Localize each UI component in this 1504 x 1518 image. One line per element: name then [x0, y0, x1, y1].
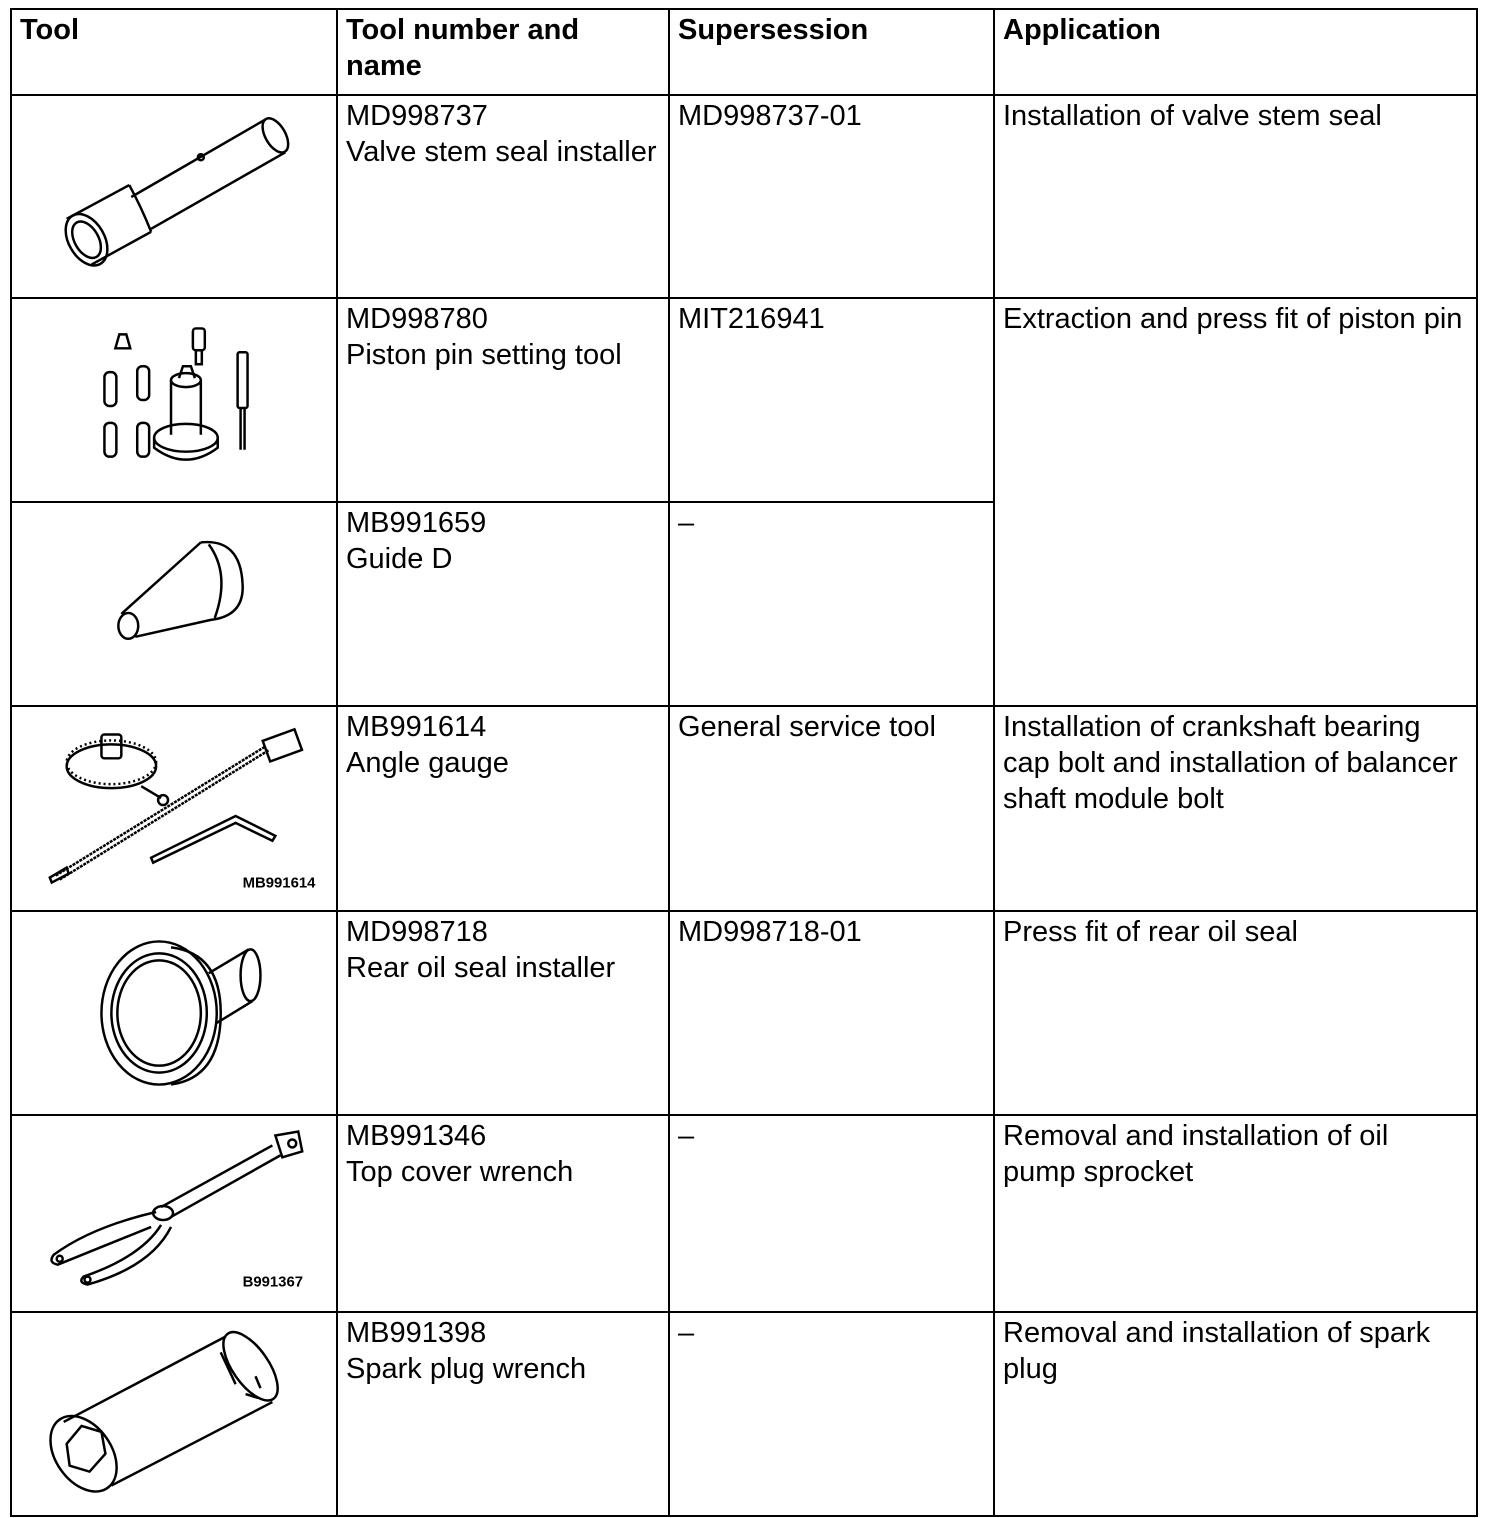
table-row [11, 1115, 1477, 1312]
tool-image-cell [11, 95, 337, 298]
supersession-cell: General service tool [669, 706, 994, 911]
figure-label: B991367 [242, 1274, 304, 1291]
figure-label: MB991614 [242, 875, 316, 892]
rear-oil-seal-installer-icon [12, 912, 336, 1114]
application-cell: Installation of crankshaft bearing cap bolt and installation of balancer shaft module bolt [994, 706, 1477, 911]
tool-name: Angle gauge [346, 747, 509, 779]
table-row [11, 1312, 1477, 1516]
tool-name: Rear oil seal installer [346, 952, 616, 984]
tool-number: MD998718 [346, 916, 488, 948]
tool-image-cell [11, 706, 337, 911]
tool-number-name-cell [337, 95, 669, 298]
tool-number: MB991398 [346, 1317, 487, 1349]
tool-image-cell [11, 911, 337, 1115]
table-row [11, 95, 1477, 298]
tool-image-cell [11, 298, 337, 502]
tool-number-name-cell [337, 1312, 669, 1516]
tool-image-cell [11, 1312, 337, 1516]
supersession-cell: – [669, 502, 994, 706]
application-cell: Extraction and press fit of piston pin [994, 298, 1477, 706]
valve-stem-seal-installer-icon [12, 96, 336, 297]
tool-number-name-cell [337, 298, 669, 502]
tool-name: Piston pin setting tool [346, 339, 622, 371]
supersession-cell: MIT216941 [669, 298, 994, 502]
special-tools-table [10, 8, 1478, 1517]
application-cell: Installation of valve stem seal [994, 95, 1477, 298]
application-cell: Removal and installation of spark plug [994, 1312, 1477, 1516]
supersession-cell: MD998718-01 [669, 911, 994, 1115]
supersession-cell: – [669, 1115, 994, 1312]
tool-image-cell [11, 502, 337, 706]
tool-number-name-cell [337, 911, 669, 1115]
table-row [11, 706, 1477, 911]
table-row [11, 911, 1477, 1115]
tool-number-name-cell [337, 706, 669, 911]
supersession-cell: MD998737-01 [669, 95, 994, 298]
guide-d-icon [12, 503, 336, 705]
header-tool-number-name: Tool number and name [337, 9, 669, 95]
spark-plug-wrench-icon [12, 1313, 336, 1515]
table-row [11, 298, 1477, 502]
tool-image-cell [11, 1115, 337, 1312]
tool-number-name-cell [337, 502, 669, 706]
tool-name: Guide D [346, 543, 453, 575]
header-tool: Tool [11, 9, 337, 95]
tool-name: Spark plug wrench [346, 1353, 587, 1385]
tool-number: MB991614 [346, 711, 487, 743]
tool-number: MD998780 [346, 303, 488, 335]
tool-number-name-cell [337, 1115, 669, 1312]
tool-number: MB991346 [346, 1120, 487, 1152]
tool-number: MB991659 [346, 507, 487, 539]
tool-name: Valve stem seal installer [346, 136, 657, 168]
application-cell: Press fit of rear oil seal [994, 911, 1477, 1115]
tool-name: Top cover wrench [346, 1156, 574, 1188]
top-cover-wrench-icon [12, 1116, 336, 1311]
header-row [11, 9, 1477, 95]
tool-number: MD998737 [346, 100, 488, 132]
header-application: Application [994, 9, 1477, 95]
piston-pin-setting-tool-icon [12, 299, 336, 501]
application-cell: Removal and installation of oil pump sprocket [994, 1115, 1477, 1312]
header-supersession: Supersession [669, 9, 994, 95]
angle-gauge-icon [12, 707, 336, 910]
supersession-cell: – [669, 1312, 994, 1516]
